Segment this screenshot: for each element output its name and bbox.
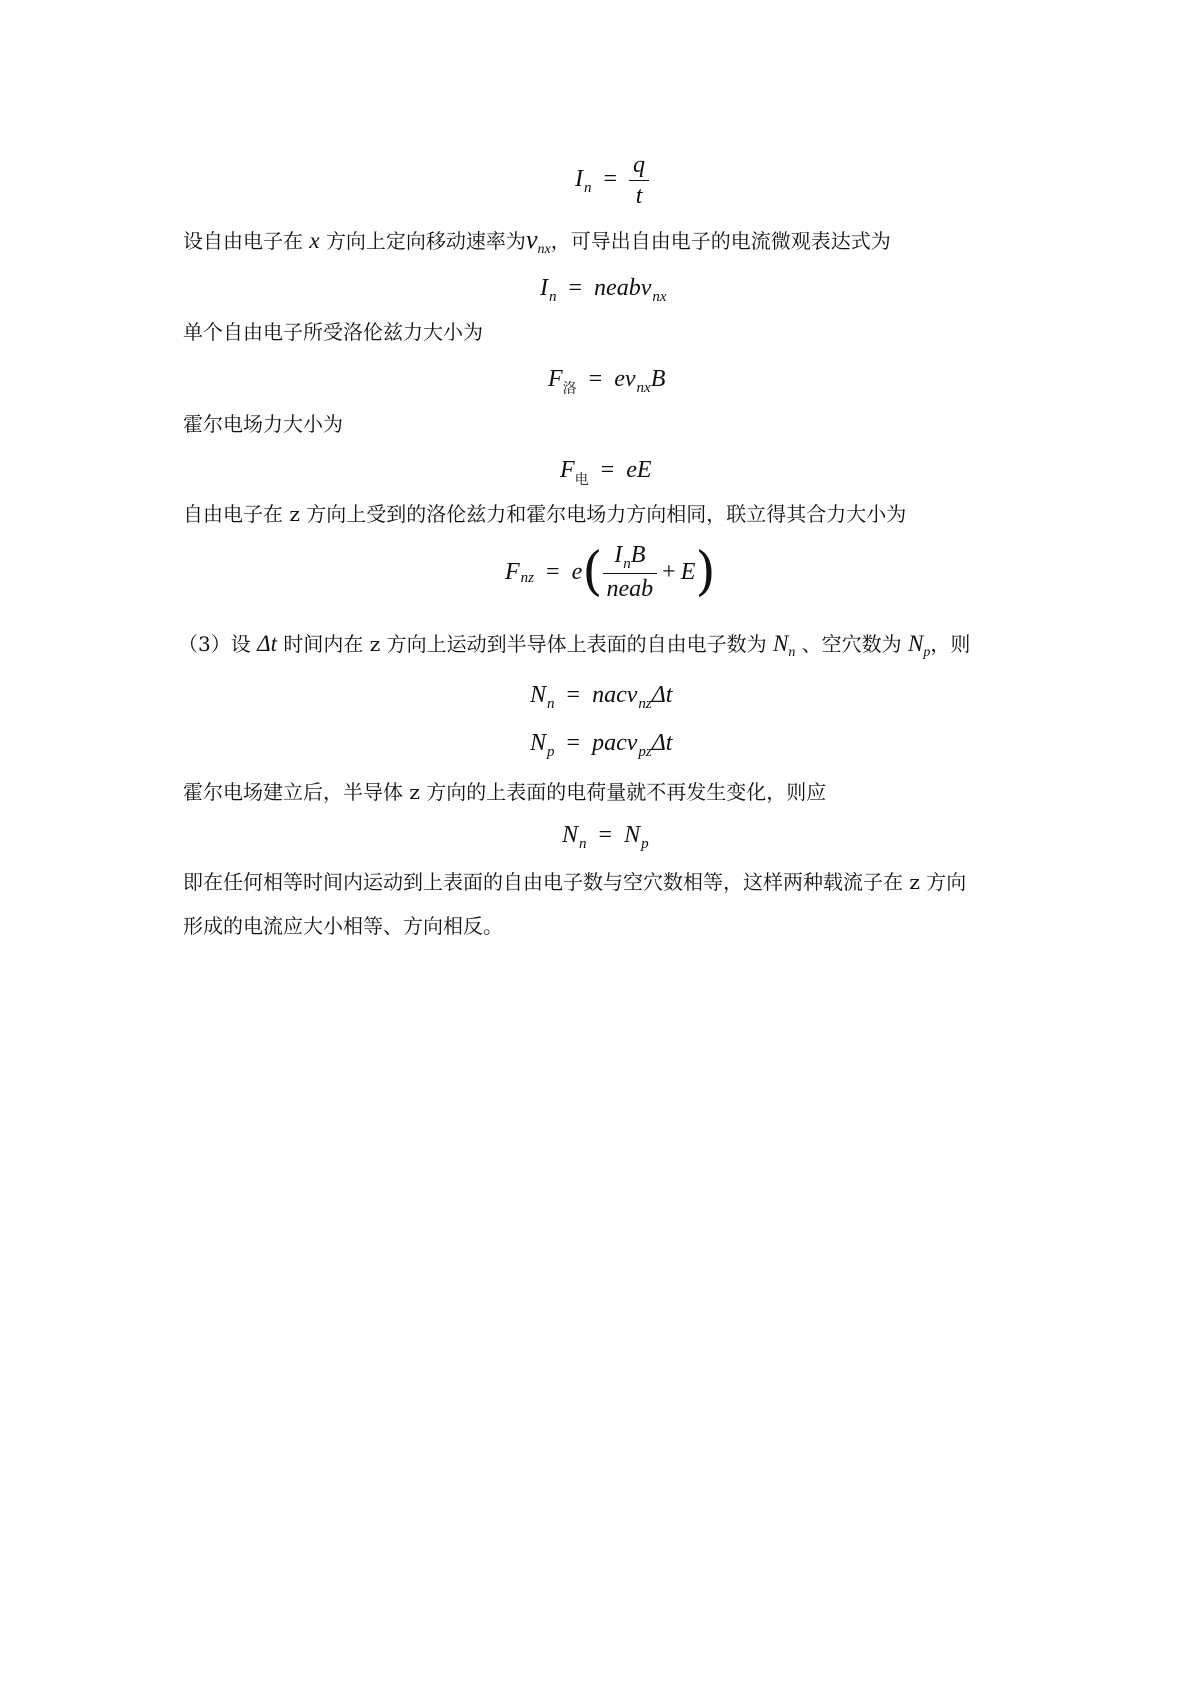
text-line-5 bbox=[178, 630, 970, 662]
text-line-5-Np-sub: p bbox=[923, 645, 931, 660]
text-line-5-d: ，则 bbox=[930, 632, 971, 656]
eq8-lhs-sub: n bbox=[579, 836, 587, 852]
text-line-5-a: （3）设 bbox=[178, 632, 251, 656]
text-line-5-dt: Δt bbox=[257, 631, 277, 656]
eq7-rhs-sub: pz bbox=[638, 744, 652, 760]
text-line-1-c: ，可导出自由电子的电流微观表达式为 bbox=[550, 229, 891, 253]
eq5-num-a: I bbox=[614, 542, 623, 568]
equation-net-force bbox=[505, 540, 716, 604]
eq7-equals: = bbox=[566, 730, 581, 756]
eq5-rparen: ) bbox=[695, 542, 716, 602]
text-line-6: 霍尔电场建立后，半导体 z 方向的上表面的电荷量就不再发生变化，则应 bbox=[183, 780, 827, 804]
text-line-7: 即在任何相等时间内运动到上表面的自由电子数与空穴数相等，这样两种载流子在 z 方向 bbox=[183, 870, 967, 894]
eq5-coef: e bbox=[571, 559, 583, 585]
eq2-equals: = bbox=[568, 275, 583, 301]
eq6-lhs: N bbox=[530, 682, 547, 708]
text-line-1-x: x bbox=[309, 228, 320, 253]
text-line-1 bbox=[183, 226, 891, 259]
eq4-equals: = bbox=[600, 457, 615, 483]
eq2-lhs-sub: n bbox=[549, 289, 557, 305]
eq4-rhs: eE bbox=[626, 457, 652, 483]
eq5-equals: = bbox=[546, 559, 560, 585]
eq8-rhs: N bbox=[624, 822, 641, 848]
text-line-5-c: 、空穴数为 bbox=[801, 632, 902, 656]
text-line-5-Nn: N bbox=[772, 631, 789, 656]
eq8-equals: = bbox=[598, 822, 613, 848]
eq5-numerator bbox=[603, 540, 658, 574]
eq1-denominator: t bbox=[635, 183, 643, 209]
equation-current-micro bbox=[540, 273, 667, 306]
eq4-lhs: F bbox=[560, 457, 575, 483]
eq3-equals: = bbox=[588, 366, 603, 392]
eq7-rhs-a: pacv bbox=[592, 730, 638, 756]
text-line-5-Np: N bbox=[908, 631, 924, 656]
eq8-rhs-sub: p bbox=[641, 836, 649, 852]
text-line-1-v: v bbox=[525, 225, 538, 254]
eq5-num-b: B bbox=[630, 542, 646, 568]
eq6-rhs-sub: nz bbox=[638, 696, 652, 712]
eq5-fraction bbox=[603, 540, 658, 604]
eq2-rhs-sub: nx bbox=[652, 289, 667, 305]
eq2-lhs: I bbox=[540, 275, 548, 301]
text-line-1-a: 设自由电子在 bbox=[183, 229, 303, 253]
eq5-denominator: neab bbox=[606, 576, 654, 602]
eq7-lhs-sub: p bbox=[547, 744, 555, 760]
eq7-rhs-b: Δt bbox=[651, 730, 673, 756]
eq4-lhs-sub: 电 bbox=[574, 472, 589, 488]
equation-hole-count bbox=[530, 728, 672, 761]
eq6-equals: = bbox=[566, 682, 581, 708]
equation-current-definition bbox=[575, 150, 649, 211]
eq5-lhs-sub: nz bbox=[520, 570, 535, 586]
eq8-lhs: N bbox=[562, 822, 579, 848]
eq6-lhs-sub: n bbox=[547, 696, 555, 712]
eq7-lhs: N bbox=[530, 730, 547, 756]
eq3-rhs-a: ev bbox=[614, 366, 636, 392]
eq1-fraction bbox=[629, 150, 649, 211]
text-line-1-b: 方向上定向移动速率为 bbox=[325, 229, 526, 253]
eq5-term: E bbox=[680, 559, 696, 585]
eq5-lparen: ( bbox=[582, 542, 603, 602]
eq1-lhs: I bbox=[575, 166, 583, 193]
eq3-lhs: F bbox=[548, 366, 563, 392]
eq1-lhs-sub: n bbox=[584, 180, 592, 197]
text-line-8: 形成的电流应大小相等、方向相反。 bbox=[183, 914, 503, 938]
eq6-rhs-b: Δt bbox=[651, 682, 673, 708]
eq3-lhs-sub: 洛 bbox=[562, 381, 577, 397]
text-line-5-b: 时间内在 z 方向上运动到半导体上表面的自由电子数为 bbox=[283, 632, 767, 656]
text-line-2: 单个自由电子所受洛伦兹力大小为 bbox=[183, 320, 483, 344]
eq6-rhs-a: nacv bbox=[592, 682, 638, 708]
eq5-lhs: F bbox=[505, 559, 520, 585]
equation-lorentz-force bbox=[548, 364, 665, 397]
text-line-3: 霍尔电场力大小为 bbox=[183, 412, 343, 436]
equation-electric-force bbox=[560, 455, 652, 488]
text-line-1-vsub: nx bbox=[537, 242, 551, 257]
eq1-numerator: q bbox=[629, 150, 649, 181]
eq2-rhs: neabv bbox=[594, 275, 652, 301]
eq5-plus: + bbox=[662, 559, 676, 585]
eq3-rhs-b: B bbox=[650, 366, 666, 392]
eq5-num-sub: n bbox=[623, 556, 631, 572]
text-line-4: 自由电子在 z 方向上受到的洛伦兹力和霍尔电场力方向相同，联立得其合力大小为 bbox=[183, 502, 907, 526]
eq1-equals: = bbox=[603, 166, 618, 193]
eq3-rhs-sub: nx bbox=[636, 380, 651, 396]
equation-count-equality bbox=[562, 820, 649, 853]
equation-electron-count bbox=[530, 680, 672, 713]
text-line-5-Nn-sub: n bbox=[788, 645, 796, 660]
